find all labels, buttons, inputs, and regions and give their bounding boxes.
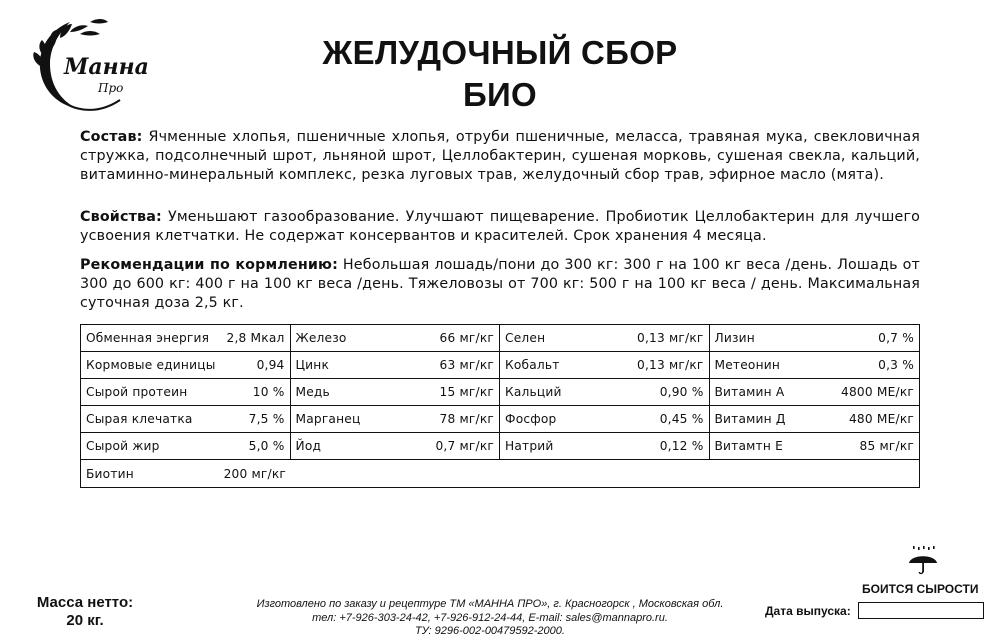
cell-name: Метеонин xyxy=(714,358,781,372)
keep-dry-label: БОИТСЯ СЫРОСТИ xyxy=(862,582,979,596)
cell-name: Витамтн Е xyxy=(714,439,783,453)
cell-value: 66 мг/кг xyxy=(439,331,494,345)
cell-value: 200 мг/кг xyxy=(223,467,286,481)
cell-name: Обменная энергия xyxy=(86,331,210,345)
cell-value: 2,8 Мкал xyxy=(226,331,285,345)
cell-value: 0,13 мг/кг xyxy=(637,331,704,345)
contact-line: тел: +7-926-303-24-42, +7-926-912-24-44, E-mail: sales@mannapro.ru. xyxy=(312,611,668,624)
cell-name: Сырой жир xyxy=(86,439,160,453)
table-cell xyxy=(710,433,920,459)
table-row xyxy=(81,379,919,406)
table-cell xyxy=(291,406,501,432)
cell-value: 7,5 % xyxy=(248,412,285,426)
cell-name: Сырой протеин xyxy=(86,385,188,399)
table-cell xyxy=(710,379,920,405)
cell-value: 15 мг/кг xyxy=(439,385,494,399)
net-mass xyxy=(20,594,150,630)
manufacturer-info xyxy=(240,598,740,639)
cell-name: Фосфор xyxy=(505,412,557,426)
feeding-text: Небольшая лошадь/пони до 300 кг: 300 г на 100 кг веса /день. Лошадь от 300 до 600 кг: 400 г на 100 кг веса /день. Тяжеловозы от 700 кг: 500 г на 100 кг веса / день. Максимальная суточная доза 2,5 кг. xyxy=(80,257,920,312)
feeding-paragraph xyxy=(80,256,920,314)
table-row xyxy=(81,325,919,352)
cell-value: 4800 МЕ/кг xyxy=(841,385,914,399)
cell-value: 480 МЕ/кг xyxy=(848,412,914,426)
cell-value: 0,12 % xyxy=(659,439,704,453)
table-cell xyxy=(500,433,710,459)
product-title xyxy=(260,32,740,116)
cell-value: 78 мг/кг xyxy=(439,412,494,426)
table-cell xyxy=(710,352,920,378)
table-cell xyxy=(710,406,920,432)
logo-wordmark: Манна xyxy=(64,54,149,80)
cell-value: 0,7 % xyxy=(878,331,914,345)
logo-subtitle: Про xyxy=(98,81,124,95)
cell-value: 0,45 % xyxy=(659,412,704,426)
cell-value: 0,94 xyxy=(256,358,285,372)
cell-name: Селен xyxy=(505,331,546,345)
table-cell xyxy=(81,406,291,432)
properties-text: Уменьшают газообразование. Улучшают пищеварение. Пробиотик Целлобактерин для лучшего усвоения клетчатки. Не содержат консервантов и красителей. Срок хранения 4 месяца. xyxy=(80,209,920,245)
properties-label: Свойства: xyxy=(80,209,162,225)
table-cell xyxy=(81,352,291,378)
cell-value: 0,7 мг/кг xyxy=(435,439,494,453)
cell-value: 85 мг/кг xyxy=(859,439,914,453)
table-cell xyxy=(81,433,291,459)
title-line-2: БИО xyxy=(462,76,537,113)
feeding-label: Рекомендации по кормлению: xyxy=(80,257,338,273)
cell-name: Сырая клечатка xyxy=(86,412,193,426)
cell-name: Кальций xyxy=(505,385,562,399)
cell-name: Кобальт xyxy=(505,358,560,372)
cell-name: Кормовые единицы xyxy=(86,358,216,372)
cell-value: 10 % xyxy=(252,385,285,399)
cell-name: Витамин А xyxy=(714,385,785,399)
table-cell xyxy=(291,433,501,459)
net-mass-label: Масса нетто: xyxy=(36,594,134,611)
table-cell xyxy=(710,325,920,351)
table-cell xyxy=(500,325,710,351)
cell-value: 0,90 % xyxy=(659,385,704,399)
table-cell xyxy=(81,325,291,351)
manna-pro-logo xyxy=(24,12,154,122)
cell-name: Витамин Д xyxy=(714,412,786,426)
cell-name: Железо xyxy=(295,331,347,345)
table-cell xyxy=(81,379,291,405)
net-mass-value: 20 кг. xyxy=(66,612,104,629)
table-cell xyxy=(291,379,501,405)
table-row xyxy=(81,460,919,488)
cell-name: Медь xyxy=(295,385,330,399)
properties-paragraph xyxy=(80,208,920,246)
table-cell xyxy=(291,325,501,351)
production-date-label: Дата выпуска: xyxy=(765,604,851,618)
cell-value: 5,0 % xyxy=(248,439,285,453)
production-date-box xyxy=(858,602,984,619)
cell-value: 63 мг/кг xyxy=(439,358,494,372)
table-cell xyxy=(500,352,710,378)
cell-name: Биотин xyxy=(86,467,134,481)
manufacturer-line: Изготовлено по заказу и рецептуре ТМ «МАННА ПРО», г. Красногорск , Московская обл. xyxy=(256,598,724,610)
table-cell xyxy=(500,406,710,432)
cell-value: 0,3 % xyxy=(878,358,914,372)
table-row xyxy=(81,433,919,460)
nutrition-table xyxy=(80,324,920,488)
table-cell xyxy=(81,460,291,488)
title-line-1: ЖЕЛУДОЧНЫЙ СБОР xyxy=(322,34,678,71)
composition-text: Ячменные хлопья, пшеничные хлопья, отруби пшеничные, меласса, травяная мука, свекловичная стружка, подсолнечный шрот, льняной шрот, Целлобактерин, сушеная морковь, сушеная свекла, кальций, витаминно-минеральный комплекс, резка луговых трав, желудочный сбор трав, эфирное масло (мята). xyxy=(80,129,920,184)
composition-label: Состав: xyxy=(80,129,143,145)
table-cell xyxy=(500,379,710,405)
tu-line: ТУ: 9296-002-00479592-2000. xyxy=(415,625,565,637)
table-cell xyxy=(291,352,501,378)
cell-name: Лизин xyxy=(714,331,755,345)
cell-name: Марганец xyxy=(295,412,361,426)
table-row xyxy=(81,406,919,433)
cell-name: Йод xyxy=(295,439,322,453)
table-row xyxy=(81,352,919,379)
cell-name: Натрий xyxy=(505,439,554,453)
umbrella-icon xyxy=(907,546,939,576)
cell-name: Цинк xyxy=(295,358,330,372)
cell-value: 0,13 мг/кг xyxy=(637,358,704,372)
composition-paragraph xyxy=(80,128,920,186)
